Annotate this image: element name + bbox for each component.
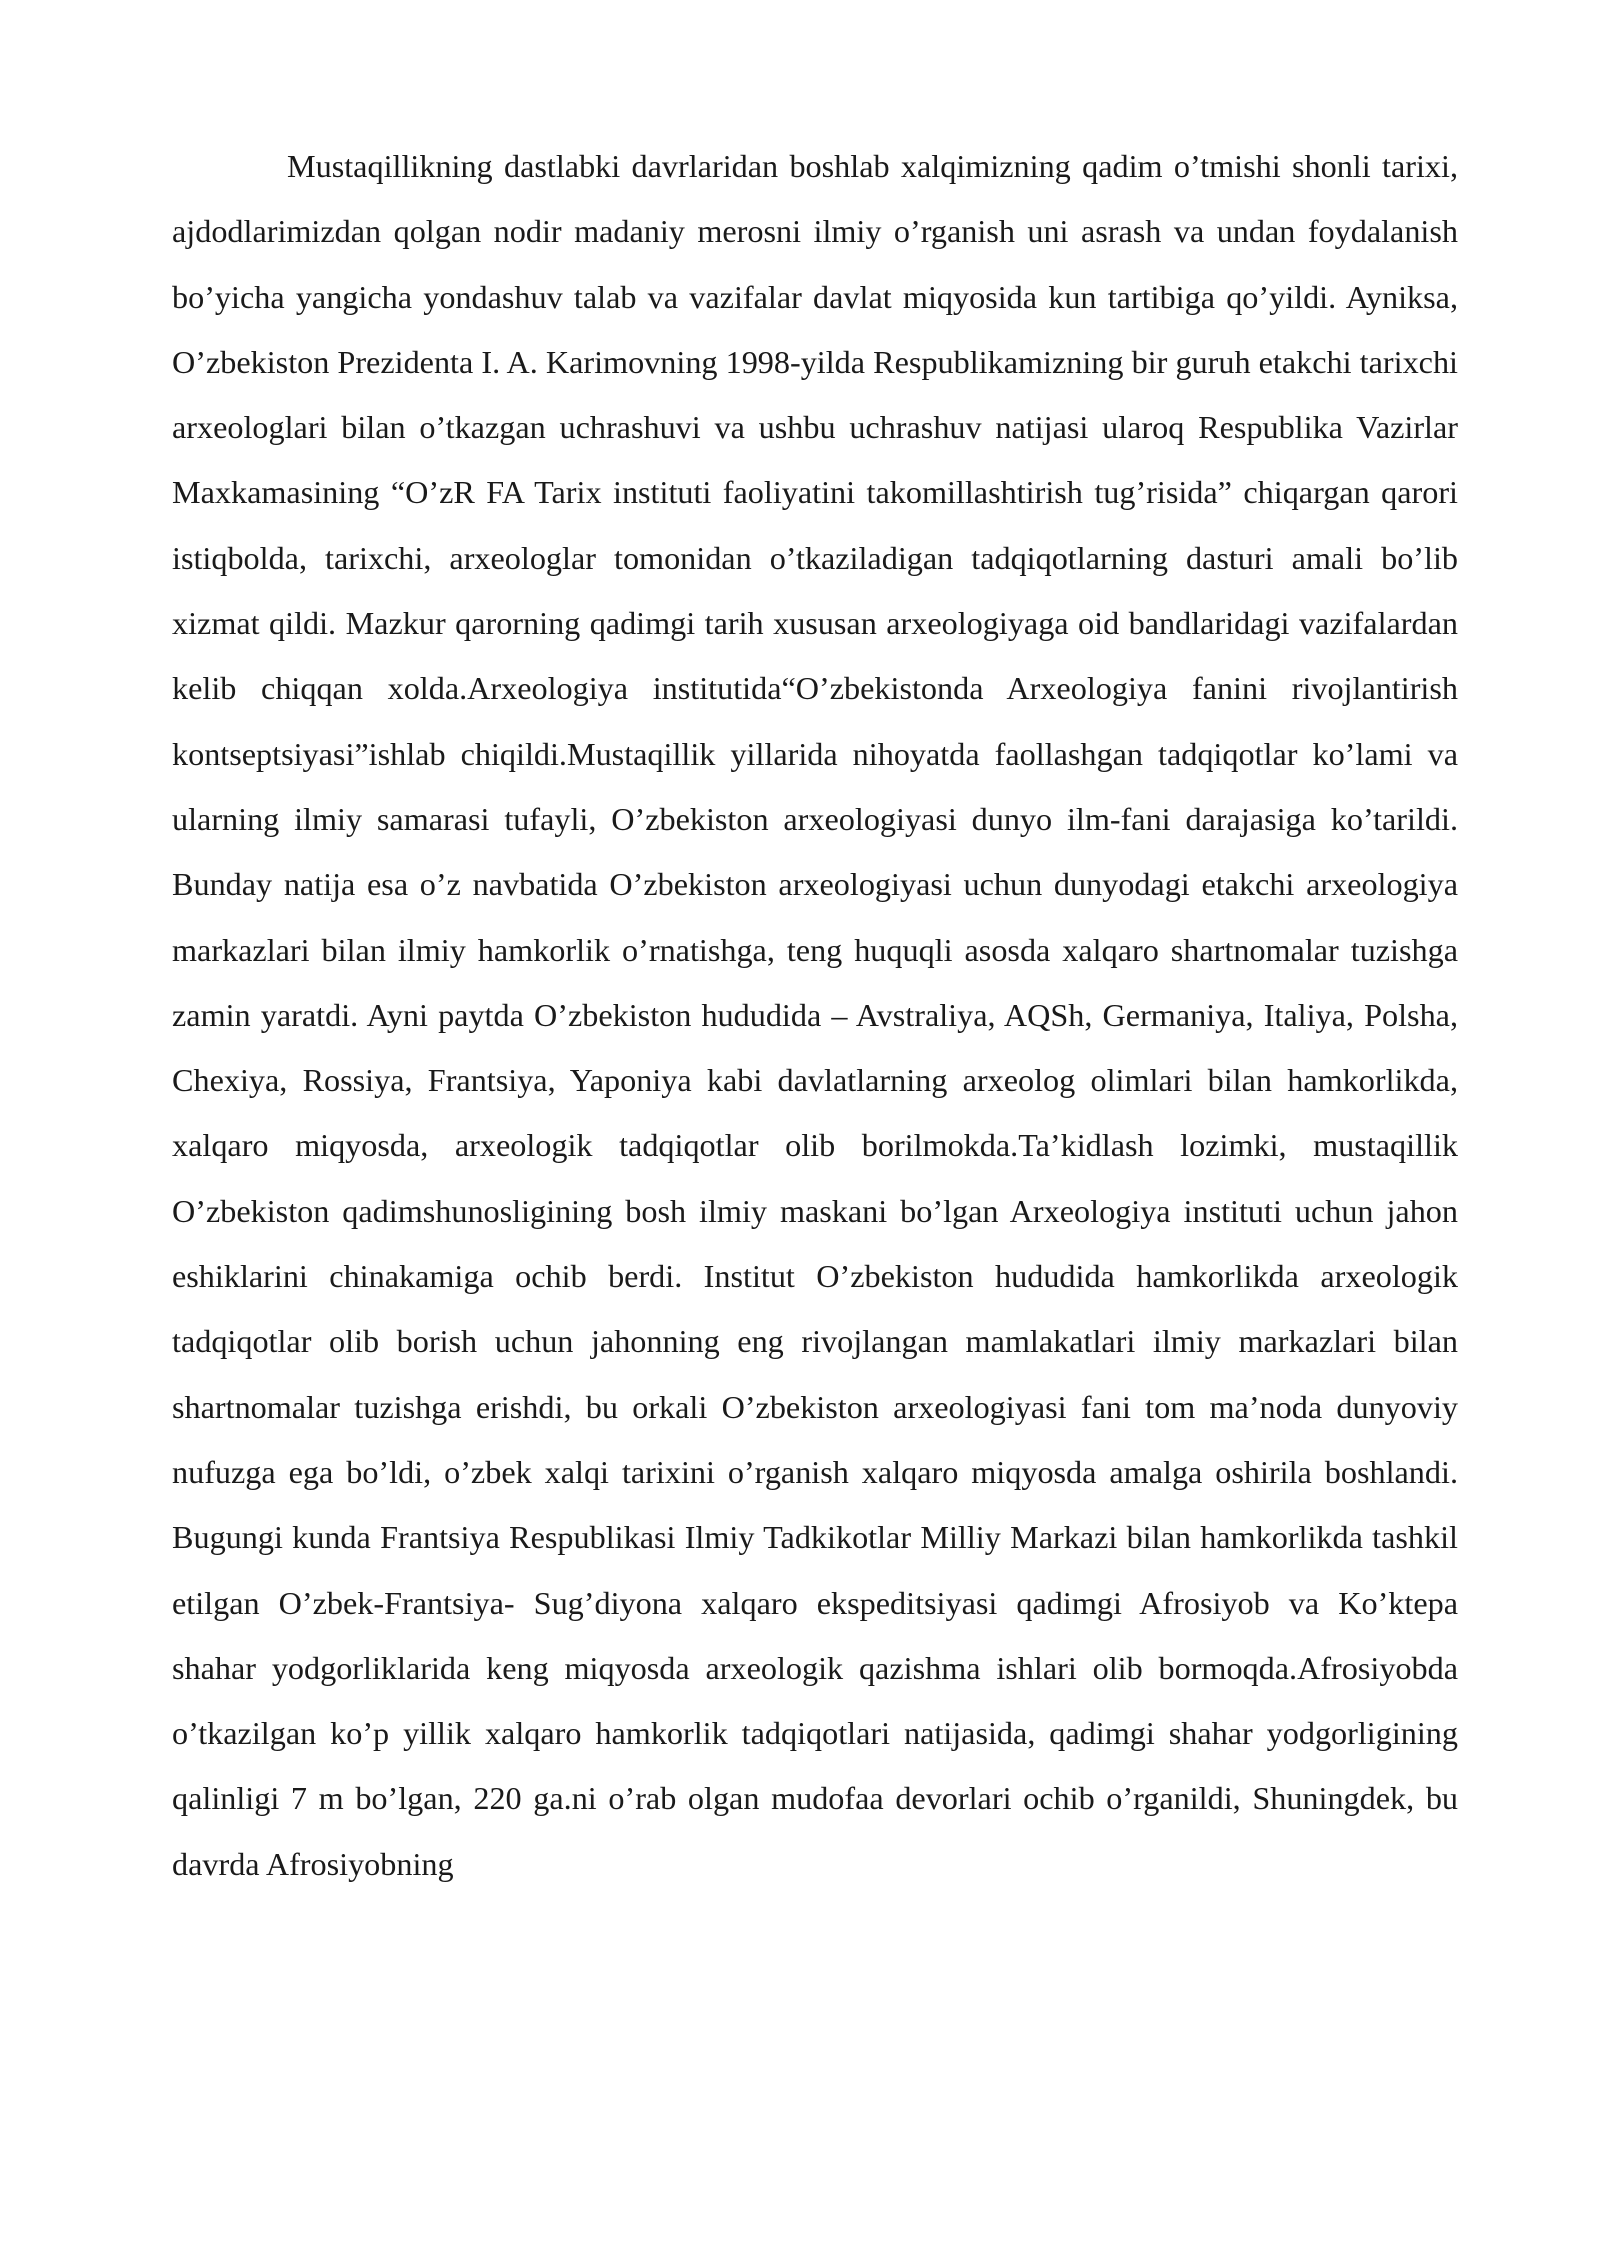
- body-paragraph: Mustaqillikning dastlabki davrlaridan boshlab xalqimizning qadim o’tmishi shonli tarixi, ajdodlarimizdan qolgan nodir madaniy merosni ilmiy o’rganish uni asrash va undan foydalanish bo’yicha yangicha yondashuv talab va vazifalar davlat miqyosida kun tartibiga qo’yildi. Ayniksa, O’zbekiston Prezidenta I. A. Karimovning 1998-yilda Respublikamizning bir guruh etakchi tarixchi arxeologlari bilan o’tkazgan uchrashuvi va ushbu uchrashuv natijasi ularoq Respublika Vazirlar Maxkamasining “O’zR FA Tarix instituti faoliyatini takomillashtirish tug’risida” chiqargan qarori istiqbolda, tarixchi, arxeologlar tomonidan o’tkaziladigan tadqiqotlarning dasturi amali bo’lib xizmat qildi. Mazkur qarorning qadimgi tarih xususan arxeologiyaga oid bandlaridagi vazifalardan kelib chiqqan xolda.Arxeologiya institutida“O’zbekistonda Arxeologiya fanini rivojlantirish kontseptsiyasi”ishlab chiqildi.Mustaqillik yillarida nihoyatda faollashgan tadqiqotlar ko’lami va ularning ilmiy samarasi tufayli, O’zbekiston arxeologiyasi dunyo ilm-fani darajasiga ko’tarildi. Bunday natija esa o’z navbatida O’zbekiston arxeologiyasi uchun dunyodagi etakchi arxeologiya markazlari bilan ilmiy hamkorlik o’rnatishga, teng huquqli asosda xalqaro shartnomalar tuzishga zamin yaratdi. Ayni paytda O’zbekiston hududida – Avstraliya, AQSh, Germaniya, Italiya, Polsha, Chexiya, Rossiya, Frantsiya, Yaponiya kabi davlatlarning arxeolog olimlari bilan hamkorlikda, xalqaro miqyosda, arxeologik tadqiqotlar olib borilmokda.Ta’kidlash lozimki, mustaqillik O’zbekiston qadimshunosligining bosh ilmiy maskani bo’lgan Arxeologiya instituti uchun jahon eshiklarini chinakamiga ochib berdi. Institut O’zbekiston hududida hamkorlikda arxeologik tadqiqotlar olib borish uchun jahonning eng rivojlangan mamlakatlari ilmiy markazlari bilan shartnomalar tuzishga erishdi, bu orkali O’zbekiston arxeologiyasi fani tom ma’noda dunyoviy nufuzga ega bo’ldi, o’zbek xalqi tarixini o’rganish xalqaro miqyosda amalga oshirila boshlandi. Bugungi kunda Frantsiya Respublikasi Ilmiy Tadkikotlar Milliy Markazi bilan hamkorlikda tashkil etilgan O’zbek-Frantsiya- Sug’diyona xalqaro ekspeditsiyasi qadimgi Afrosiyob va Ko’ktepa shahar yodgorliklarida keng miqyosda arxeologik qazishma ishlari olib bormoqda.Afrosiyobda o’tkazilgan ko’p yillik xalqaro hamkorlik tadqiqotlari natijasida, qadimgi shahar yodgorligining qalinligi 7 m bo’lgan, 220 ga.ni o’rab olgan mudofaa devorlari ochib o’rganildi, Shuningdek, bu davrda Afrosiyobning: [172, 148, 1458, 1882]
